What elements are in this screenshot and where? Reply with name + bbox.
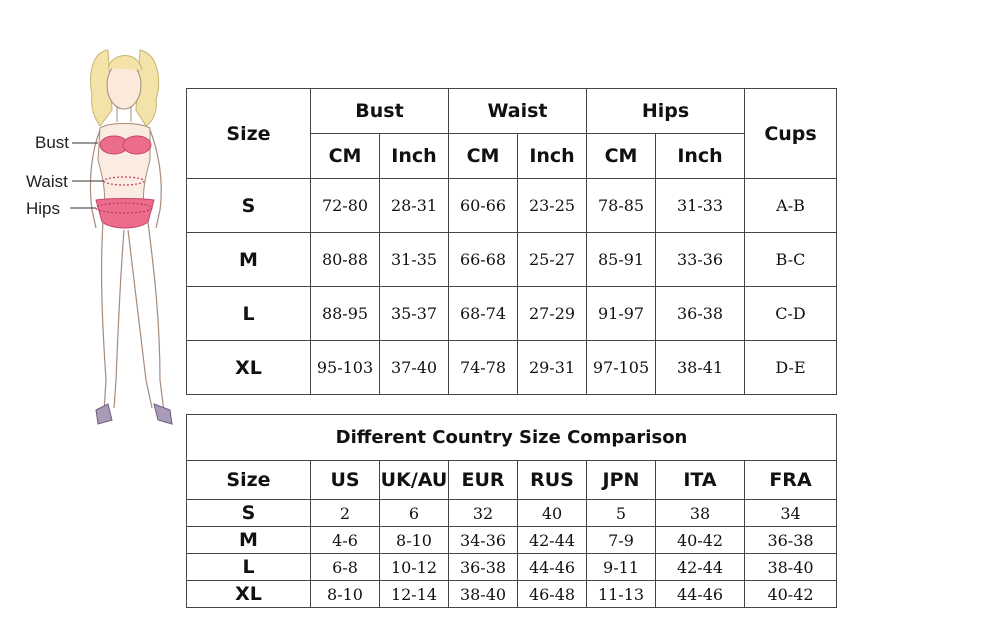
value-cell: 95-103 [311,341,380,395]
waist-label: Waist [26,172,68,191]
value-cell: 44-46 [518,554,587,581]
table-header-row [187,461,837,500]
value-cell: 12-14 [380,581,449,608]
waist-header: Waist [449,89,587,134]
unit-header: CM [449,134,518,179]
value-cell: 32 [449,500,518,527]
column-header: EUR [449,461,518,500]
table-row [187,554,837,581]
title-row [187,415,837,461]
value-cell: 8-10 [380,527,449,554]
value-cell: 5 [587,500,656,527]
value-cell: 44-46 [656,581,745,608]
value-cell: 38 [656,500,745,527]
column-header: JPN [587,461,656,500]
value-cell: 33-36 [656,233,745,287]
table-row [187,341,837,395]
value-cell: 80-88 [311,233,380,287]
value-cell: 68-74 [449,287,518,341]
value-cell: 66-68 [449,233,518,287]
size-cell: M [187,233,311,287]
size-cell: S [187,500,311,527]
value-cell: 7-9 [587,527,656,554]
value-cell: 28-31 [380,179,449,233]
value-cell: 97-105 [587,341,656,395]
value-cell: 60-66 [449,179,518,233]
value-cell: 36-38 [745,527,837,554]
value-cell: 78-85 [587,179,656,233]
unit-header: CM [587,134,656,179]
body-size-table [186,88,837,395]
bust-label: Bust [35,133,70,152]
value-cell: 6-8 [311,554,380,581]
value-cell: 9-11 [587,554,656,581]
country-size-comparison-table [186,414,837,608]
cups-cell: C-D [745,287,837,341]
value-cell: 38-41 [656,341,745,395]
woman-sketch-icon [0,40,185,430]
table-title: Different Country Size Comparison [187,415,837,461]
value-cell: 40 [518,500,587,527]
value-cell: 4-6 [311,527,380,554]
size-cell: L [187,287,311,341]
value-cell: 35-37 [380,287,449,341]
value-cell: 40-42 [656,527,745,554]
value-cell: 31-35 [380,233,449,287]
table-row [187,287,837,341]
value-cell: 46-48 [518,581,587,608]
value-cell: 31-33 [656,179,745,233]
value-cell: 40-42 [745,581,837,608]
column-header: FRA [745,461,837,500]
value-cell: 34-36 [449,527,518,554]
table-row [187,233,837,287]
value-cell: 91-97 [587,287,656,341]
value-cell: 10-12 [380,554,449,581]
bust-header: Bust [311,89,449,134]
value-cell: 37-40 [380,341,449,395]
cups-header: Cups [745,89,837,179]
size-cell: L [187,554,311,581]
column-header: ITA [656,461,745,500]
column-header: Size [187,461,311,500]
unit-header: Inch [518,134,587,179]
size-cell: M [187,527,311,554]
model-figure-illustration [0,40,185,430]
cups-cell: A-B [745,179,837,233]
hips-label: Hips [26,199,61,218]
unit-header: CM [311,134,380,179]
table-row [187,179,837,233]
value-cell: 38-40 [449,581,518,608]
unit-header: Inch [380,134,449,179]
value-cell: 27-29 [518,287,587,341]
size-cell: XL [187,581,311,608]
value-cell: 85-91 [587,233,656,287]
hips-header: Hips [587,89,745,134]
value-cell: 2 [311,500,380,527]
value-cell: 72-80 [311,179,380,233]
table-row [187,500,837,527]
value-cell: 36-38 [656,287,745,341]
column-header: UK/AU [380,461,449,500]
table-row [187,581,837,608]
value-cell: 74-78 [449,341,518,395]
value-cell: 38-40 [745,554,837,581]
table-header-row [187,89,837,134]
value-cell: 6 [380,500,449,527]
value-cell: 42-44 [656,554,745,581]
column-header: RUS [518,461,587,500]
value-cell: 42-44 [518,527,587,554]
value-cell: 11-13 [587,581,656,608]
size-cell: S [187,179,311,233]
value-cell: 23-25 [518,179,587,233]
value-cell: 25-27 [518,233,587,287]
value-cell: 36-38 [449,554,518,581]
size-header: Size [187,89,311,179]
unit-header: Inch [656,134,745,179]
table-row [187,527,837,554]
value-cell: 29-31 [518,341,587,395]
column-header: US [311,461,380,500]
size-cell: XL [187,341,311,395]
value-cell: 88-95 [311,287,380,341]
value-cell: 34 [745,500,837,527]
value-cell: 8-10 [311,581,380,608]
cups-cell: D-E [745,341,837,395]
cups-cell: B-C [745,233,837,287]
